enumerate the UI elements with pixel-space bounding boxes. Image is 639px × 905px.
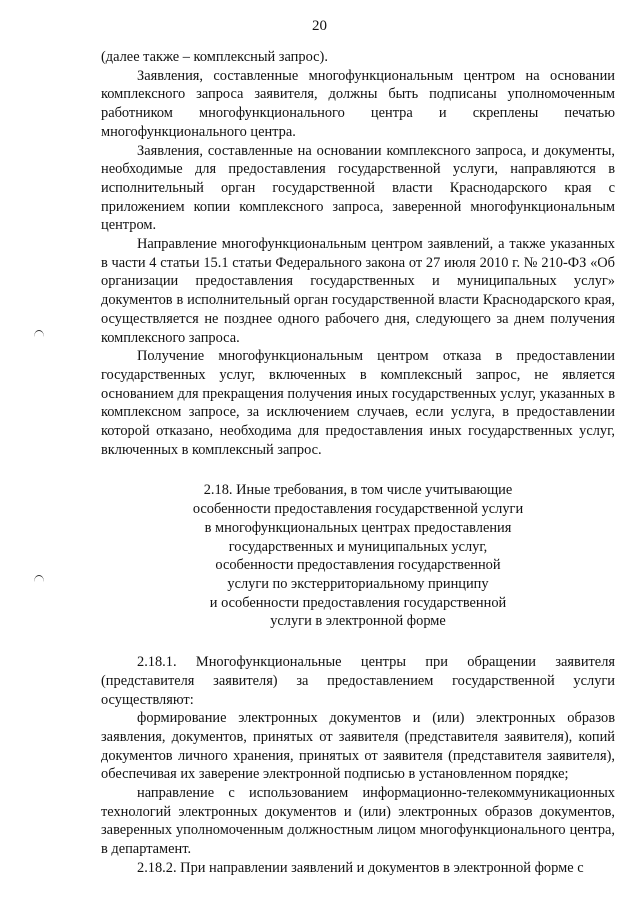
heading-line: услуги в электронной форме [270, 613, 446, 630]
heading-line: и особенности предоставления государственной [209, 594, 507, 611]
heading-line: государственных и муниципальных услуг, [228, 538, 488, 555]
paragraph: (далее также – комплексный запрос). [101, 49, 328, 65]
paragraph: формирование электронных документов и (или) электронных образов заявления, документов, принятых от заявителя (представителя заявителя), копий документов личного хранения, принятых от заявителя (представителя заявителя), обеспечивая их заверение электронной подписью в установленном порядке; [101, 710, 615, 783]
section-heading [101, 481, 615, 631]
paragraph: Получение многофункциональным центром отказа в предоставлении государственных услуг, включенных в комплексный запрос, не является основанием для прекращения получения иных государственных услуг, указанных в комплексном запросе, за исключением случаев, если услуга, в предоставлении которой отказано, необходима для предоставления иных государственных услуг, включенных в комплексный запрос. [101, 348, 615, 458]
document-body [101, 48, 615, 878]
heading-line: особенности предоставления государственной услуги [192, 501, 524, 518]
paragraph: 2.18.2. При направлении заявлений и документов в электронной форме с [137, 859, 584, 876]
paragraph: Заявления, составленные на основании комплексного запроса, и документы, необходимые для предоставления государственной услуги, направляются в исполнительный орган государственной власти Краснодарского края с приложением копии комплексного запроса, заверенной многофункциональным центром. [101, 142, 615, 234]
paragraph: 2.18.1. Многофункциональные центры при обращении заявителя (представителя заявителя) за предоставлением государственной услуги осуществляют: [101, 654, 615, 708]
heading-line: услуги по экстерриториальному принципу [227, 575, 489, 592]
paragraph: Заявления, составленные многофункциональным центром на основании комплексного запроса заявителя, должны быть подписаны уполномоченным работником многофункционального центра и скреплены печатью многофункционального центра. [101, 67, 615, 140]
margin-mark-bottom [34, 575, 44, 582]
page-number: 20 [312, 18, 327, 34]
paragraph: направление с использованием информационно-телекоммуникационных технологий электронных документов и (или) электронных образов документов, заверенных уполномоченным должностным лицом многофункционального центра, в департамент. [101, 785, 615, 858]
margin-mark-top [34, 330, 44, 337]
heading-line: особенности предоставления государственной [215, 557, 501, 574]
heading-line: в многофункциональных центрах предоставления [204, 519, 512, 536]
heading-line: 2.18. Иные требования, в том числе учитывающие [203, 482, 513, 499]
paragraph: Направление многофункциональным центром заявлений, а также указанных в части 4 статьи 15.1 статьи Федерального закона от 27 июля 2010 г. № 210-ФЗ «Об организации предоставления государственных и муниципальных услуг» документов в исполнительный орган государственной власти Краснодарского края, осуществляется не позднее одного рабочего дня, следующего за днем получения комплексного запроса. [101, 236, 615, 346]
